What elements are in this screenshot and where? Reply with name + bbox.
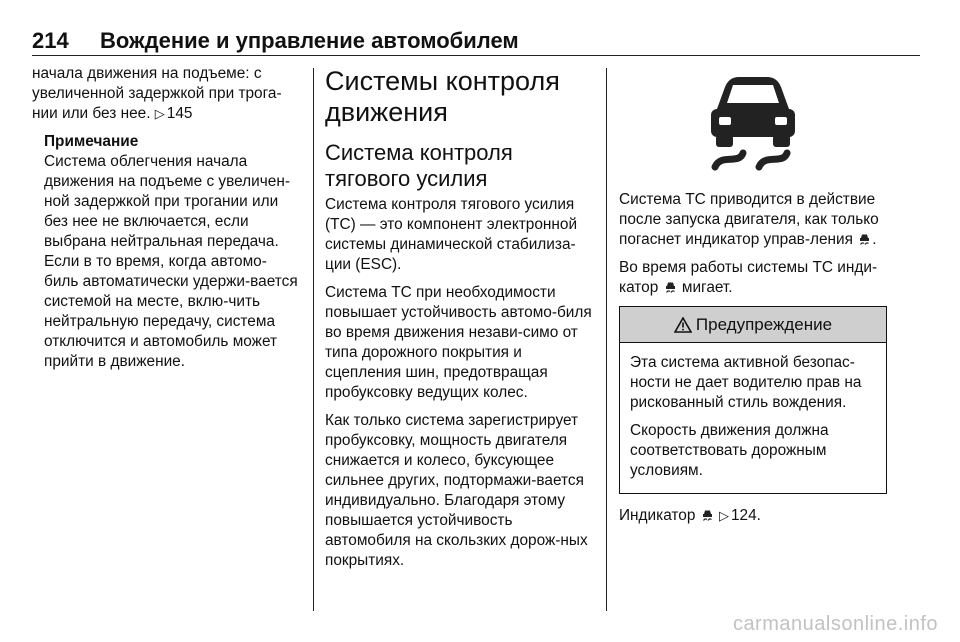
page-ref-link[interactable]: 124. xyxy=(731,507,761,524)
column-3 xyxy=(619,64,887,534)
chapter-title: Вождение и управление автомобилем xyxy=(100,28,519,53)
header-rule xyxy=(32,55,920,56)
warning-text: Скорость движения должна соответствовать дорожным условиям. xyxy=(630,422,829,479)
continued-paragraph: начала движения на подъеме: с увеличенной задержкой при трога-нии или без нее. ▷ 145 xyxy=(32,65,282,122)
paragraph: Система контроля тягового усилия (TC) — это компонент электронной системы динамической стабилиза-ции (ESC). xyxy=(325,196,578,273)
warning-header xyxy=(620,307,886,343)
note-title: Примечание xyxy=(44,133,139,150)
traction-control-icon xyxy=(619,64,887,182)
note-text: Система облегчения начала движения на подъеме с увеличен-ной задержкой при трогании или без нее не включается, если выбрана нейтральная передача. Если в то время, когда автомо-биль автоматически удержи-вается системой на месте, вклю-чить нейтральную передачу, система отключится и автомобиль может прийти в движение. xyxy=(44,153,298,370)
paragraph: Система TC при необходимости повышает устойчивость автомо-биля во время движения незави-симо от типа дорожного покрытия и сцепления шин, предотвращая пробуксовку ведущих колес. xyxy=(325,284,592,401)
warning-text: Эта система активной безопас-ности не дает водителю прав на рискованный стиль вождения. xyxy=(630,354,862,411)
tc-indicator-icon xyxy=(665,281,676,293)
tc-indicator-icon xyxy=(702,509,713,521)
indicator-reference: Индикатор ▷ 124. xyxy=(619,507,761,524)
column-divider-1 xyxy=(313,68,314,611)
paragraph: Как только система зарегистрирует пробуксовку, мощность двигателя снижается и колесо, буксующее сильнее других, подтормажи-вается индивидуально. Благодаря этому повышается устойчивость автомобиля на скользких дорож-ных покрытиях. xyxy=(325,412,588,569)
paragraph: Во время работы системы TC инди-катор мигает. xyxy=(619,259,878,296)
warning-body xyxy=(620,343,886,493)
column-1 xyxy=(32,64,300,372)
page-header xyxy=(32,28,519,54)
column-2 xyxy=(325,64,593,579)
page-ref-arrow-icon: ▷ xyxy=(154,106,165,121)
warning-box xyxy=(619,306,887,494)
watermark: carmanualsonline.info xyxy=(732,613,938,635)
warning-title: Предупреждение xyxy=(695,314,833,334)
page-ref-arrow-icon: ▷ xyxy=(719,508,729,523)
note-box xyxy=(32,132,300,372)
section-heading: Системы контроля движения xyxy=(325,66,560,127)
paragraph: Система TC приводится в действие после запуска двигателя, как только погаснет индикатор управ-ления . xyxy=(619,191,879,248)
page-number: 214 xyxy=(32,28,69,53)
tc-indicator-icon xyxy=(859,233,870,245)
subsection-heading: Система контроля тягового усилия xyxy=(325,140,513,191)
page-ref-link[interactable]: 145 xyxy=(166,105,193,122)
column-divider-2 xyxy=(606,68,607,611)
warning-triangle-icon xyxy=(674,317,692,333)
